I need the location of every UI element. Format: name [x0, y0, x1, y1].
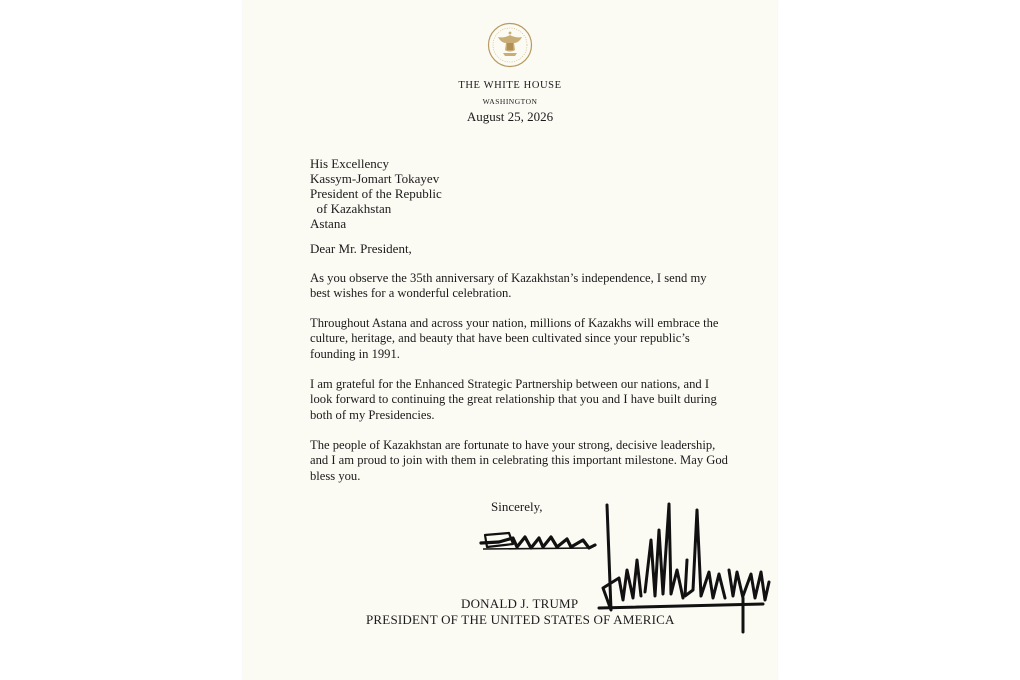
letterhead-title: THE WHITE HOUSE — [458, 80, 562, 91]
addressee-line: Astana — [310, 216, 347, 231]
addressee-line: President of the Republic — [310, 186, 442, 201]
body-paragraph: Throughout Astana and across your nation, millions of Kazakhs will embrace the culture, heritage, and beauty that have been cultivated since your republic’s founding in 1991. — [310, 316, 719, 361]
body-paragraph: The people of Kazakhstan are fortunate to have your strong, decisive leadership, and I am proud to join with them in celebrating this important milestone. May God bless you. — [310, 438, 728, 483]
letter-page — [243, 0, 777, 680]
body-paragraph: I am grateful for the Enhanced Strategic Partnership between our nations, and I look forward to continuing the great relationship that you and I have built during both of my Presidencies. — [310, 377, 717, 422]
letter-date: August 25, 2026 — [466, 109, 554, 124]
signer-name: DONALD J. TRUMP — [461, 596, 579, 611]
addressee-line: Kassym-Jomart Tokayev — [310, 171, 440, 186]
addressee-line: His Excellency — [310, 156, 390, 171]
body-paragraph: As you observe the 35th anniversary of Kazakhstan’s independence, I send my best wishes for a wonderful celebration. — [310, 271, 707, 301]
addressee-line: of Kazakhstan — [310, 201, 392, 216]
presidential-seal-icon — [487, 22, 533, 68]
closing: Sincerely, — [491, 499, 543, 514]
salutation: Dear Mr. President, — [310, 241, 412, 256]
addressee-block — [310, 156, 442, 231]
letterhead-subtitle: WASHINGTON — [482, 97, 538, 106]
signer-title: PRESIDENT OF THE UNITED STATES OF AMERICA — [366, 612, 675, 627]
handwritten-first-name-signature — [479, 527, 597, 553]
